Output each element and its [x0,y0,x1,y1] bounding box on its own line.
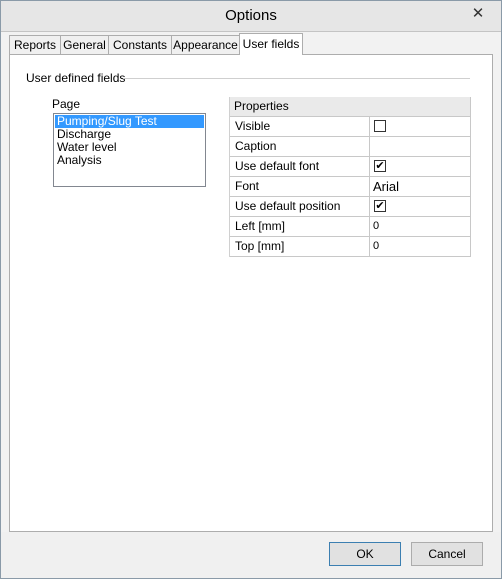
left-mm-field[interactable]: 0 [373,220,380,232]
group-divider [123,78,470,79]
cancel-button[interactable]: Cancel [411,542,483,566]
list-item-discharge[interactable]: Discharge [57,127,112,141]
visible-checkbox[interactable] [374,120,386,132]
property-name: Use default position [230,197,370,216]
property-name: Visible [230,117,370,136]
property-row-use-default-position [230,197,471,217]
use-default-font-checkbox[interactable]: ✔ [375,160,385,172]
property-row-top [230,237,471,257]
use-default-position-checkbox[interactable]: ✔ [375,200,385,212]
tab-general[interactable]: General [60,35,109,54]
tab-constants[interactable]: Constants [108,35,172,54]
properties-header: Properties [230,97,471,117]
properties-grid [229,97,471,257]
property-row-visible [230,117,471,137]
list-item-water-level[interactable]: Water level [57,140,117,154]
property-row-left [230,217,471,237]
title-bar [1,1,501,32]
font-field[interactable]: Arial [373,179,400,194]
property-name: Top [mm] [230,237,370,256]
page-list[interactable] [53,113,206,187]
property-row-font [230,177,471,197]
window-title: Options [225,7,277,24]
group-label: User defined fields [26,71,129,85]
property-value [371,157,472,176]
property-row-use-default-font [230,157,471,177]
dialog-footer [1,532,501,578]
user-fields-panel [9,54,493,532]
property-row-caption [230,137,471,157]
page-label: Page [52,97,81,111]
tab-appearance[interactable]: Appearance [171,35,240,54]
property-value [371,197,472,216]
close-icon[interactable]: ✕ [471,5,485,22]
property-value [371,117,472,136]
ok-button[interactable]: OK [329,542,401,566]
tab-reports[interactable]: Reports [9,35,61,54]
caption-field[interactable] [371,137,472,156]
property-name: Font [230,177,370,196]
list-item-analysis[interactable]: Analysis [57,153,102,167]
tab-user-fields[interactable]: User fields [239,33,303,55]
top-mm-field[interactable]: 0 [373,240,380,252]
property-name: Use default font [230,157,370,176]
property-name: Caption [230,137,370,156]
list-item-pumping-slug-test[interactable]: Pumping/Slug Test [55,115,204,128]
property-name: Left [mm] [230,217,370,236]
